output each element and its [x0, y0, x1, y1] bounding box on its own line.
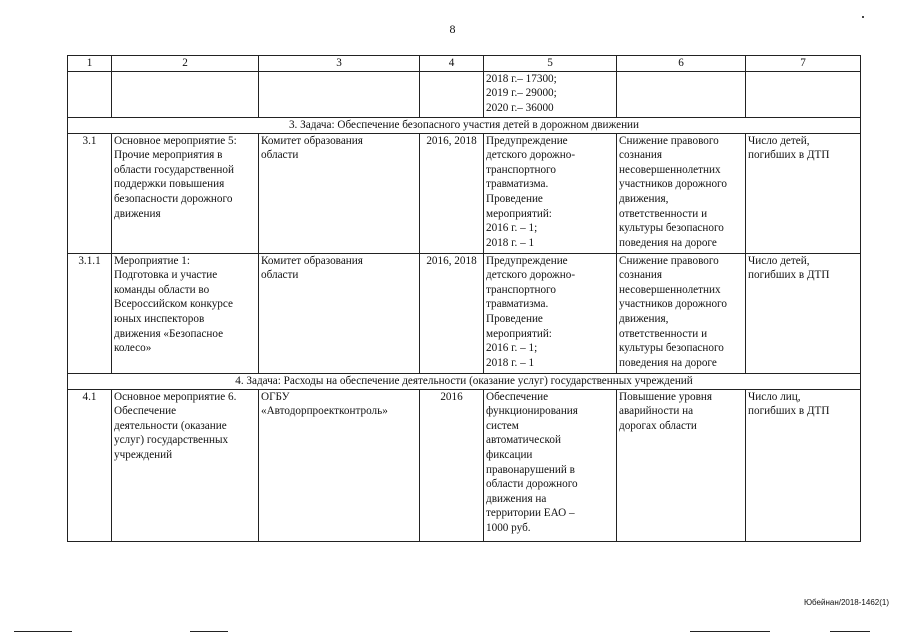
scan-rule-line — [830, 631, 870, 632]
text-line: детского дорожно- — [486, 149, 576, 162]
text-line: области — [261, 149, 299, 162]
section-title: 4. Задача: Расходы на обеспечение деятельности (оказание услуг) государственных учреждений — [68, 373, 861, 389]
column-number: 2 — [112, 56, 259, 72]
text-line: ответственности и — [619, 207, 708, 220]
text-line: транспортного — [486, 283, 556, 296]
text-line: несовершеннолетних — [619, 283, 721, 296]
indicator-cell — [746, 389, 861, 541]
text-line: области дорожного — [486, 478, 578, 491]
scan-rule-line — [14, 631, 72, 632]
text-line: сознания — [619, 149, 663, 162]
text-line: мероприятий: — [486, 207, 552, 220]
text-line: Основное мероприятие 6. — [114, 390, 237, 403]
text-line: движения на — [486, 492, 547, 505]
indicator-cell — [746, 133, 861, 253]
text-line: 1000 руб. — [486, 521, 531, 534]
carry-over-row — [68, 71, 861, 117]
document-code: Юбейнан/2018-1462(1) — [803, 598, 889, 607]
effect-cell — [617, 389, 746, 541]
text-line: «Автодорпроектконтроль» — [261, 405, 388, 418]
text-line: культуры безопасного — [619, 222, 724, 235]
text-line: Всероссийском конкурсе — [114, 298, 233, 311]
text-line: Снижение правового — [619, 254, 719, 267]
text-line: услуг) государственных — [114, 434, 229, 447]
text-line: Обеспечение — [114, 405, 177, 418]
text-line: аварийности на — [619, 405, 694, 418]
text-line: Число детей, — [748, 134, 810, 147]
column-number-row — [68, 56, 861, 72]
text-line: команды области во — [114, 283, 210, 296]
text-line: области — [261, 269, 299, 282]
text-line: Предупреждение — [486, 254, 568, 267]
column-number: 1 — [68, 56, 112, 72]
text-line: погибших в ДТП — [748, 149, 830, 162]
text-line: поведения на дороге — [619, 356, 717, 369]
measure-name-cell — [112, 133, 259, 253]
years-cell: 2016, 2018 — [420, 253, 484, 373]
text-line: мероприятий: — [486, 327, 552, 340]
effect-cell — [617, 253, 746, 373]
text-line: территории ЕАО – — [486, 507, 575, 520]
text-line: несовершеннолетних — [619, 163, 721, 176]
row-number: 3.1.1 — [68, 253, 112, 373]
text-line: детского дорожно- — [486, 269, 576, 282]
text-line: дорогах области — [619, 419, 697, 432]
text-line: Обеспечение — [486, 390, 549, 403]
text-line: Прочие мероприятия в — [114, 149, 223, 162]
text-line: правонарушений в — [486, 463, 575, 476]
executor-cell — [259, 389, 420, 541]
years-cell: 2016, 2018 — [420, 133, 484, 253]
text-line: Проведение — [486, 192, 543, 205]
text-line: 2018 г. – 1 — [486, 356, 535, 369]
text-line: безопасности дорожного — [114, 192, 233, 205]
column-number: 3 — [259, 56, 420, 72]
effect-cell — [617, 133, 746, 253]
text-line: фиксации — [486, 448, 533, 461]
text-line: автоматической — [486, 434, 561, 447]
years-cell: 2016 — [420, 389, 484, 541]
executor-cell — [259, 253, 420, 373]
text-line: деятельности (оказание — [114, 419, 227, 432]
text-line: учреждений — [114, 448, 173, 461]
text-line: 2018 г. – 1 — [486, 236, 535, 249]
text-line: 2016 г. – 1; — [486, 342, 538, 355]
row-number: 3.1 — [68, 133, 112, 253]
text-line: движения «Безопасное — [114, 327, 224, 340]
text-line: 2020 г.– 36000 — [486, 101, 554, 114]
result-cell — [484, 253, 617, 373]
section-title: 3. Задача: Обеспечение безопасного участия детей в дорожном движении — [68, 117, 861, 133]
text-line: Число детей, — [748, 254, 810, 267]
text-line: Предупреждение — [486, 134, 568, 147]
text-line: травматизма. — [486, 298, 549, 311]
column-number: 6 — [617, 56, 746, 72]
text-line: участников дорожного — [619, 298, 727, 311]
table-row — [68, 253, 861, 373]
section-header-row — [68, 117, 861, 133]
table-row — [68, 133, 861, 253]
text-line: травматизма. — [486, 178, 549, 191]
text-line: поддержки повышения — [114, 178, 225, 191]
text-line: движения — [114, 207, 161, 220]
text-line: Повышение уровня — [619, 390, 712, 403]
column-number: 4 — [420, 56, 484, 72]
text-line: Комитет образования — [261, 254, 363, 267]
text-line: Проведение — [486, 312, 543, 325]
text-line: движения, — [619, 192, 669, 205]
text-line: Снижение правового — [619, 134, 719, 147]
text-line: Мероприятие 1: — [114, 254, 191, 267]
text-line: ОГБУ — [261, 390, 290, 403]
text-line: культуры безопасного — [619, 342, 724, 355]
result-cell — [484, 133, 617, 253]
text-line: сознания — [619, 269, 663, 282]
column-number: 7 — [746, 56, 861, 72]
text-line: участников дорожного — [619, 178, 727, 191]
text-line: Комитет образования — [261, 134, 363, 147]
executor-cell — [259, 133, 420, 253]
text-line: Основное мероприятие 5: — [114, 134, 237, 147]
measure-name-cell — [112, 389, 259, 541]
column-number: 5 — [484, 56, 617, 72]
indicator-cell — [746, 253, 861, 373]
text-line: 2018 г.– 17300; — [486, 72, 557, 85]
text-line: области государственной — [114, 163, 234, 176]
text-line: 2019 г.– 29000; — [486, 87, 557, 100]
row-number: 4.1 — [68, 389, 112, 541]
scan-speck — [862, 16, 864, 18]
text-line: погибших в ДТП — [748, 269, 830, 282]
text-line: Число лиц, — [748, 390, 801, 403]
text-line: погибших в ДТП — [748, 405, 830, 418]
program-table — [67, 55, 861, 542]
text-line: поведения на дороге — [619, 236, 717, 249]
text-line: юных инспекторов — [114, 312, 205, 325]
section-header-row — [68, 373, 861, 389]
text-line: Подготовка и участие — [114, 269, 218, 282]
text-line: колесо» — [114, 342, 152, 355]
measure-name-cell — [112, 253, 259, 373]
result-cell — [484, 71, 617, 117]
result-cell — [484, 389, 617, 541]
page-number: 8 — [449, 22, 456, 36]
text-line: систем — [486, 419, 519, 432]
text-line: движения, — [619, 312, 669, 325]
text-line: 2016 г. – 1; — [486, 222, 538, 235]
table-row — [68, 389, 861, 541]
scan-rule-line — [190, 631, 228, 632]
scan-rule-line — [690, 631, 770, 632]
text-line: ответственности и — [619, 327, 708, 340]
text-line: транспортного — [486, 163, 556, 176]
text-line: функционирования — [486, 405, 578, 418]
